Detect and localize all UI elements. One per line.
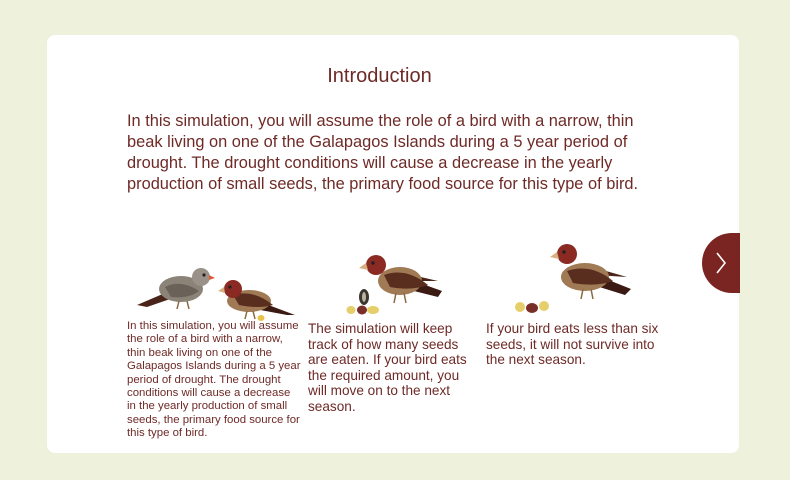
page-title: Introduction	[327, 65, 432, 87]
bird-seeds-illustration-2	[513, 237, 638, 317]
finch-grey-icon	[137, 268, 215, 309]
birds-illustration-1	[135, 263, 305, 323]
content-card	[47, 35, 739, 453]
intro-paragraph: In this simulation, you will assume the role of a bird with a narrow, thin beak living on one of the Galapagos Islands during a 5 year period of drought. The drought conditions will cause a decrease in the yearly production of small seeds, the primary food source for this type of bird.	[127, 112, 639, 193]
finch-brown-icon	[550, 244, 631, 299]
seeds-icon	[347, 289, 380, 315]
column-2-text: The simulation will keep track of how many seeds are eaten. If your bird eats the required amount, you will move on to the next season.	[308, 321, 467, 414]
finch-brown-icon	[218, 280, 295, 319]
column-1-text: In this simulation, you will assume the role of a bird with a narrow, thin beak living on one of the Galapagos Islands during a 5 year period of drought. The drought conditions will cause a decrease in the yearly production of small seeds, the primary food source for this type of bird.	[127, 320, 301, 440]
seeds-icon	[515, 301, 549, 313]
bird-seeds-illustration	[342, 247, 452, 317]
finch-brown-icon	[359, 255, 442, 303]
column-3-text: If your bird eats less than six seeds, it will not survive into the next season.	[486, 321, 659, 368]
chevron-right-icon	[715, 251, 727, 275]
